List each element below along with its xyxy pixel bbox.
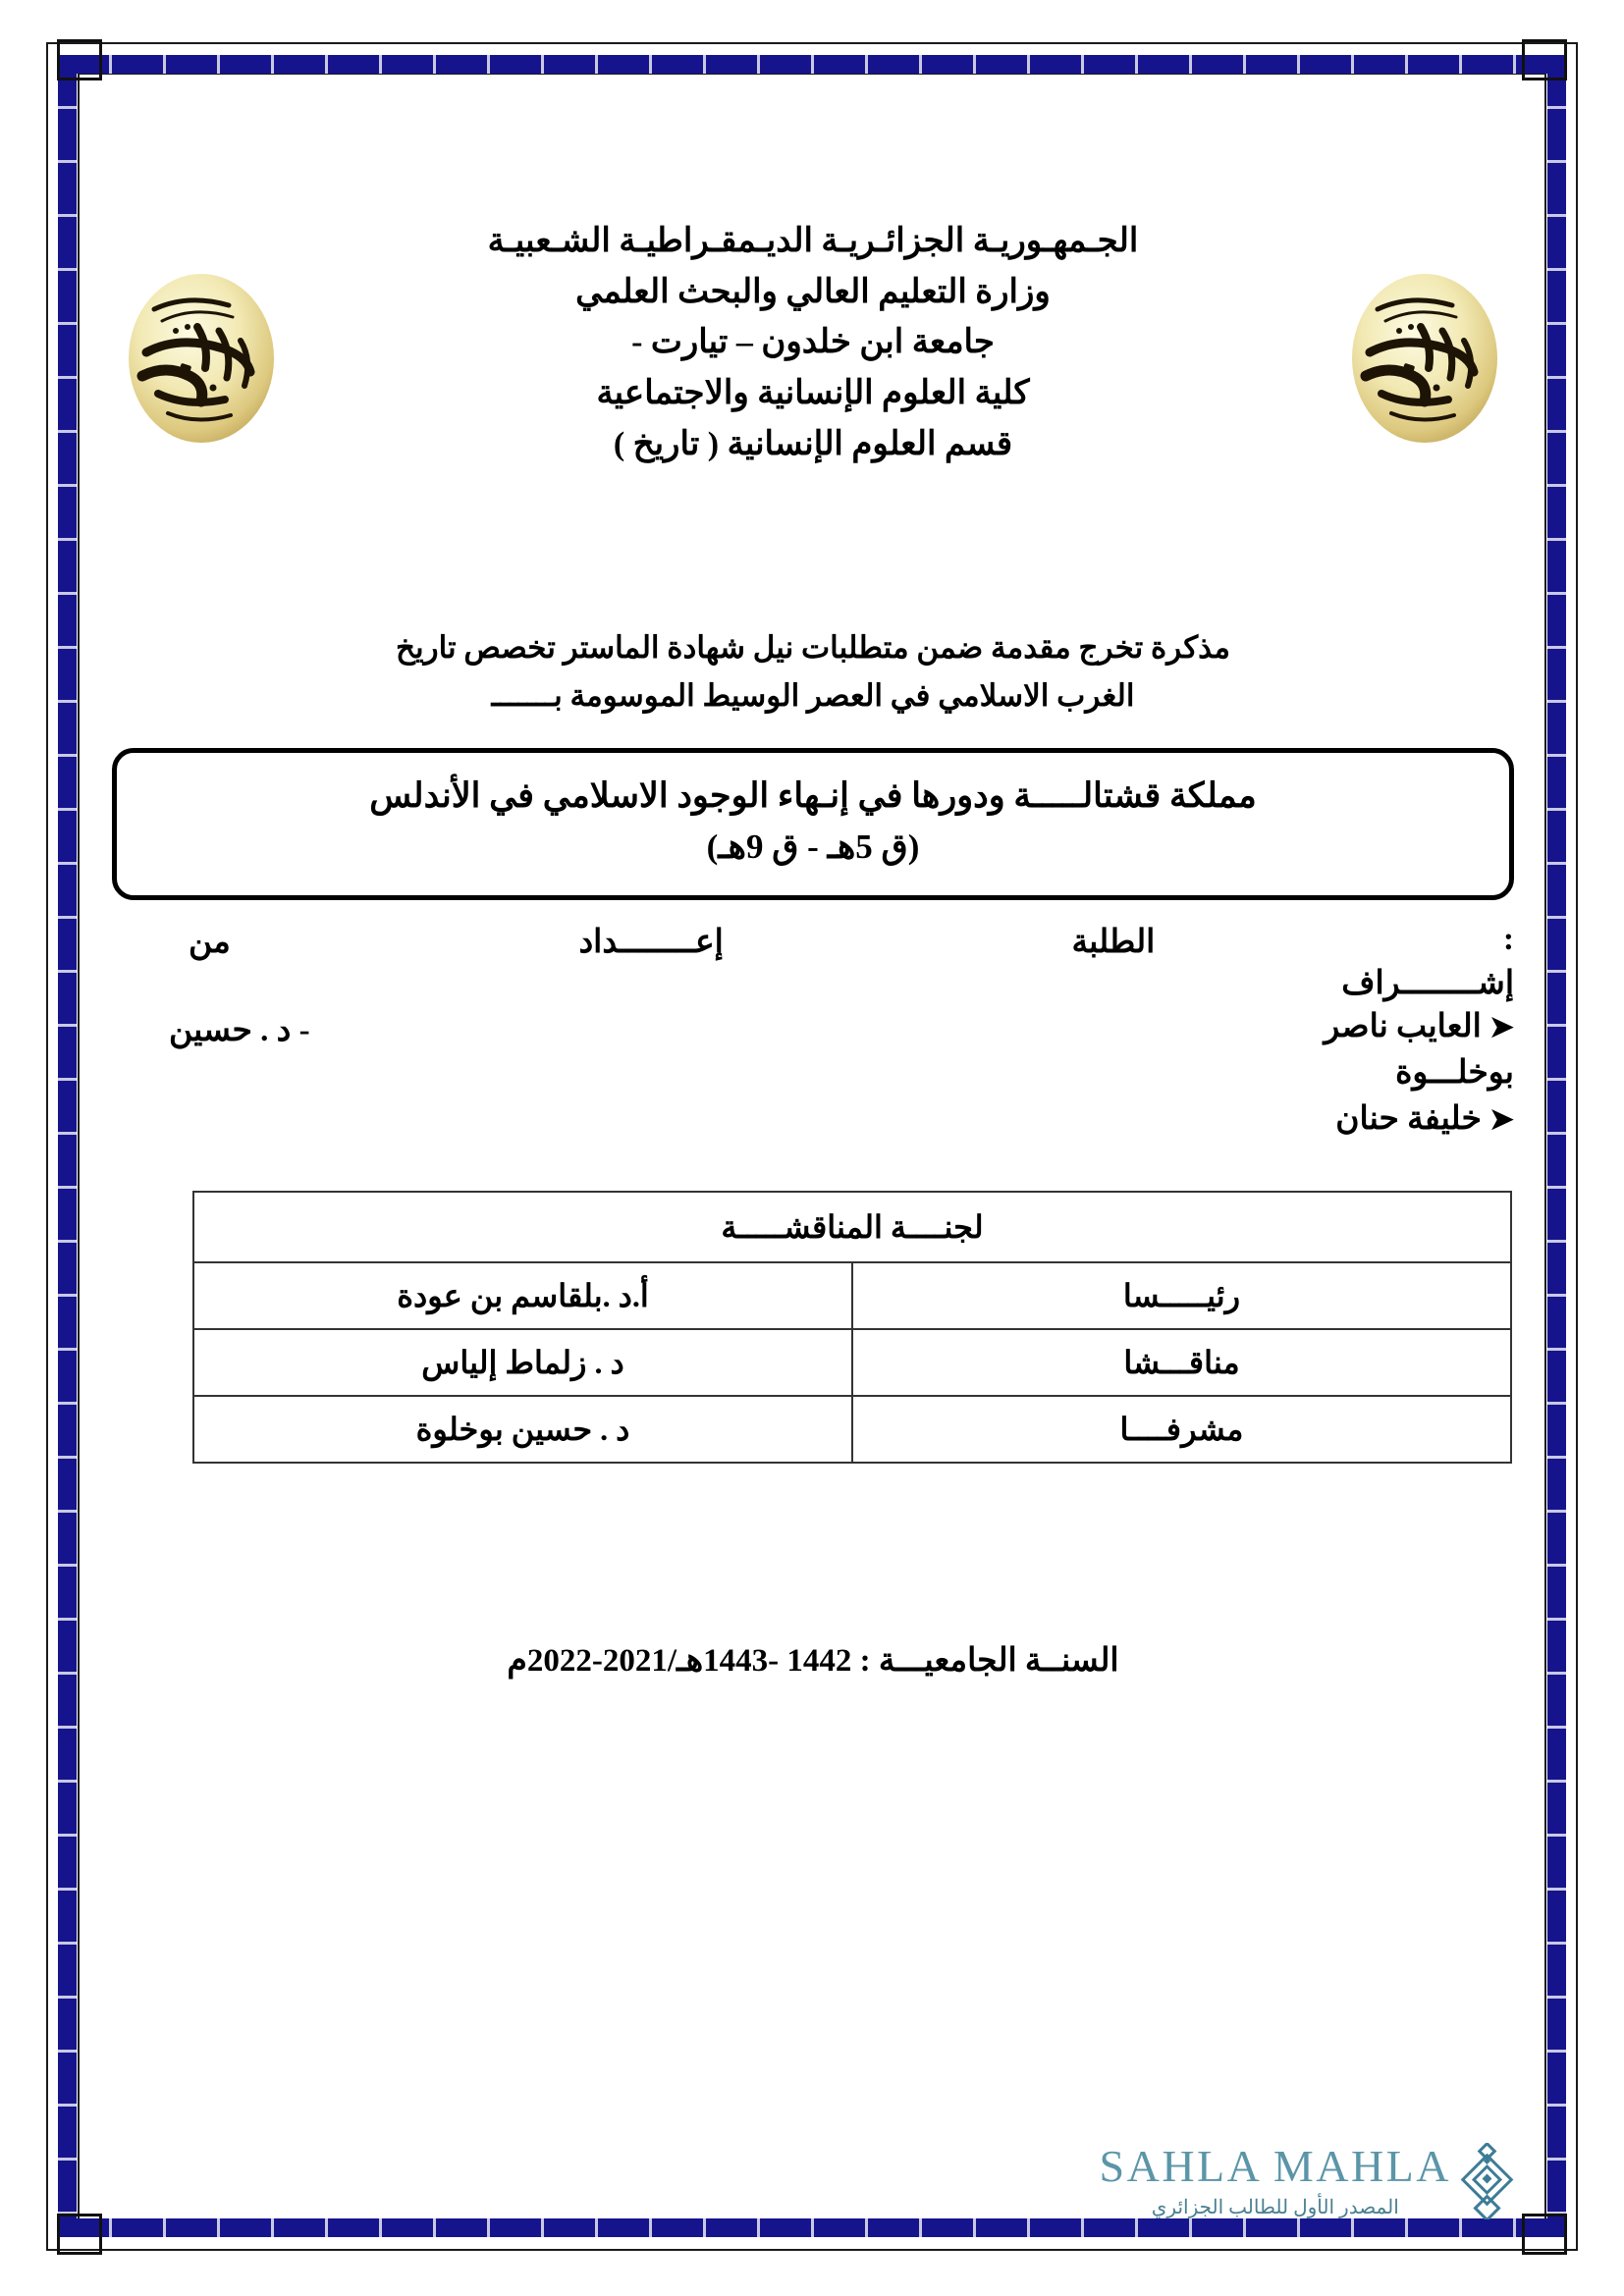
student-name-1: العايب ناصر bbox=[1324, 1008, 1482, 1044]
table-header-row bbox=[193, 1192, 1511, 1262]
academic-year: السنــة الجامعيـــة : 1442 -1443هـ/2021-2022م bbox=[507, 1642, 1119, 1679]
border-band-right bbox=[1547, 55, 1566, 2237]
thesis-statement-line-1: مذكرة تخرج مقدمة ضمن متطلبات نيل شهادة الماستر تخصص تاريخ bbox=[395, 630, 1230, 665]
supervision-label: إشــــــــراف bbox=[1341, 965, 1514, 1001]
header-line-faculty: كلية العلوم الإنسانية والاجتماعية bbox=[596, 375, 1030, 412]
thesis-statement-line-2: الغرب الاسلامي في العصر الوسيط الموسومة بـــــــ bbox=[491, 677, 1135, 713]
prepared-by-line bbox=[98, 922, 1528, 961]
institution-header bbox=[98, 216, 1528, 530]
student-name-1-cont: بوخلـــوة bbox=[1395, 1054, 1514, 1091]
watermark-diamond-icon bbox=[1457, 2143, 1518, 2219]
bullet-arrow-icon: ➤ bbox=[1489, 1010, 1514, 1043]
border-band-top bbox=[58, 55, 1566, 74]
student-list bbox=[98, 1004, 1528, 1143]
institution-header-lines bbox=[98, 216, 1528, 469]
header-line-department: قسم العلوم الإنسانية ( تاريخ ) bbox=[613, 425, 1013, 462]
border-band-left bbox=[58, 55, 77, 2237]
committee-table-title: لجنــــة المناقشـــــة bbox=[193, 1192, 1511, 1262]
committee-table bbox=[192, 1191, 1512, 1464]
watermark-text bbox=[1099, 2140, 1451, 2219]
thesis-title-line-1: مملكة قشتالـــــة ودورها في إنـهاء الوجود الاسلامي في الأندلس bbox=[369, 775, 1257, 815]
corner-accent-bottom-right bbox=[1522, 2214, 1567, 2255]
committee-role-2: مشرفــــا bbox=[852, 1396, 1511, 1463]
watermark-sahla-mahla bbox=[1099, 2140, 1518, 2219]
committee-role-0: رئيـــــسا bbox=[852, 1262, 1511, 1329]
list-item bbox=[98, 1004, 1514, 1050]
bullet-arrow-icon: ➤ bbox=[1489, 1102, 1514, 1136]
prepared-by-colon: : bbox=[1503, 921, 1514, 957]
corner-accent-top-right bbox=[1522, 39, 1567, 80]
committee-name-2: د . حسين بوخلوة bbox=[193, 1396, 852, 1463]
corner-accent-bottom-left bbox=[57, 2214, 102, 2255]
border-band-bottom bbox=[58, 2218, 1566, 2237]
authors-section bbox=[98, 922, 1528, 1167]
list-item bbox=[98, 1096, 1514, 1143]
committee-name-0: أ.د .بلقاسم بن عودة bbox=[193, 1262, 852, 1329]
committee-role-1: مناقـــشا bbox=[852, 1329, 1511, 1396]
supervisor-name: - د . حسين bbox=[169, 1012, 310, 1048]
thesis-statement bbox=[98, 624, 1528, 721]
thesis-title-line-2: (ق 5هـ - ق 9هـ) bbox=[706, 828, 920, 867]
student-name-2: خليفة حنان bbox=[1335, 1100, 1482, 1137]
corner-accent-top-left bbox=[57, 39, 102, 80]
header-line-university: جامعة ابن خلدون – تيارت - bbox=[631, 324, 995, 361]
table-row bbox=[193, 1329, 1511, 1396]
watermark-tagline: المصدر الأول للطالب الجزائري bbox=[1151, 2196, 1399, 2218]
page-content bbox=[98, 108, 1528, 2189]
thesis-title-box bbox=[112, 748, 1514, 900]
header-line-republic: الجـمهـوريـة الجزائـريـة الديـمقـراطيـة الشـعبيـة bbox=[487, 223, 1139, 259]
prepared-by-mid: إعــــــــداد bbox=[578, 924, 724, 960]
people-row bbox=[98, 1004, 1528, 1143]
prepared-by-from: من bbox=[189, 924, 231, 960]
watermark-brand: SAHLA MAHLA bbox=[1099, 2140, 1451, 2191]
committee-name-1: د . زلماط إلياس bbox=[193, 1329, 852, 1396]
table-row bbox=[193, 1262, 1511, 1329]
prepared-by-students: الطلبة bbox=[1071, 924, 1156, 960]
table-row bbox=[193, 1396, 1511, 1463]
header-line-ministry: وزارة التعليم العالي والبحث العلمي bbox=[575, 273, 1051, 310]
